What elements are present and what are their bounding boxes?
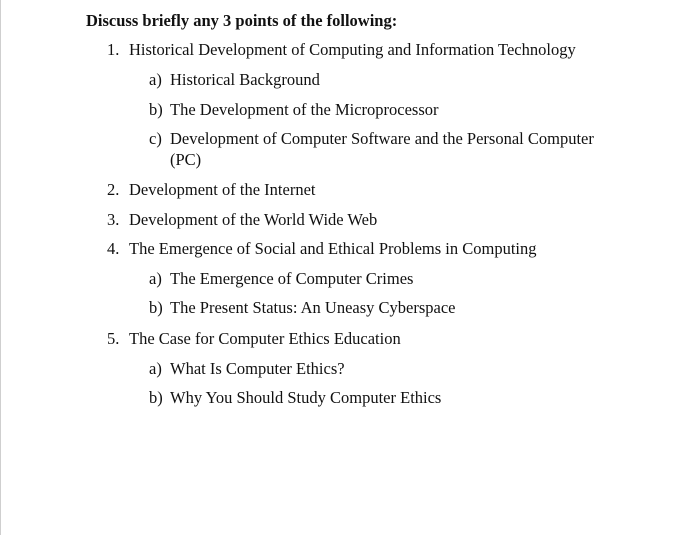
sub-item-4a (149, 269, 669, 289)
sub-item-label: The Present Status: An Uneasy Cyberspace (170, 298, 456, 317)
list-item-3 (107, 210, 667, 230)
list-item-number: 2. (107, 180, 120, 199)
list-item-number: 4. (107, 239, 120, 258)
sub-item-marker: b) (149, 388, 163, 407)
sub-item-label: Why You Should Study Computer Ethics (170, 388, 442, 407)
sub-item-label: The Emergence of Computer Crimes (170, 269, 414, 288)
list-item-label: Development of the Internet (129, 180, 316, 199)
sub-item-5a (149, 359, 669, 379)
sub-item-label-continued: (PC) (170, 150, 202, 169)
list-item-label: Historical Development of Computing and Information Technology (129, 40, 576, 59)
sub-item-marker: a) (149, 70, 162, 89)
document-heading: Discuss briefly any 3 points of the following: (86, 11, 398, 30)
sub-item-label: Historical Background (170, 70, 320, 89)
sub-item-marker: b) (149, 298, 163, 317)
sub-item-4b (149, 298, 669, 318)
sub-item-1a (149, 70, 669, 90)
list-item-1 (107, 40, 667, 60)
list-item-number: 1. (107, 40, 120, 59)
list-item-label: Development of the World Wide Web (129, 210, 378, 229)
list-item-5 (107, 329, 667, 349)
sub-item-marker: a) (149, 269, 162, 288)
sub-item-marker: b) (149, 100, 163, 119)
sub-item-label: What Is Computer Ethics? (170, 359, 345, 378)
sub-item-1c (149, 129, 669, 171)
sub-item-5b (149, 388, 669, 408)
list-item-2 (107, 180, 667, 200)
sub-item-1b (149, 100, 669, 120)
sub-item-marker: a) (149, 359, 162, 378)
list-item-number: 3. (107, 210, 120, 229)
sub-item-label: The Development of the Microprocessor (170, 100, 439, 119)
sub-item-marker: c) (149, 129, 162, 148)
list-item-label: The Case for Computer Ethics Education (129, 329, 401, 348)
list-item-4 (107, 239, 667, 259)
sub-item-label: Development of Computer Software and the Personal Computer (170, 129, 594, 148)
list-item-number: 5. (107, 329, 120, 348)
list-item-label: The Emergence of Social and Ethical Problems in Computing (129, 239, 537, 258)
